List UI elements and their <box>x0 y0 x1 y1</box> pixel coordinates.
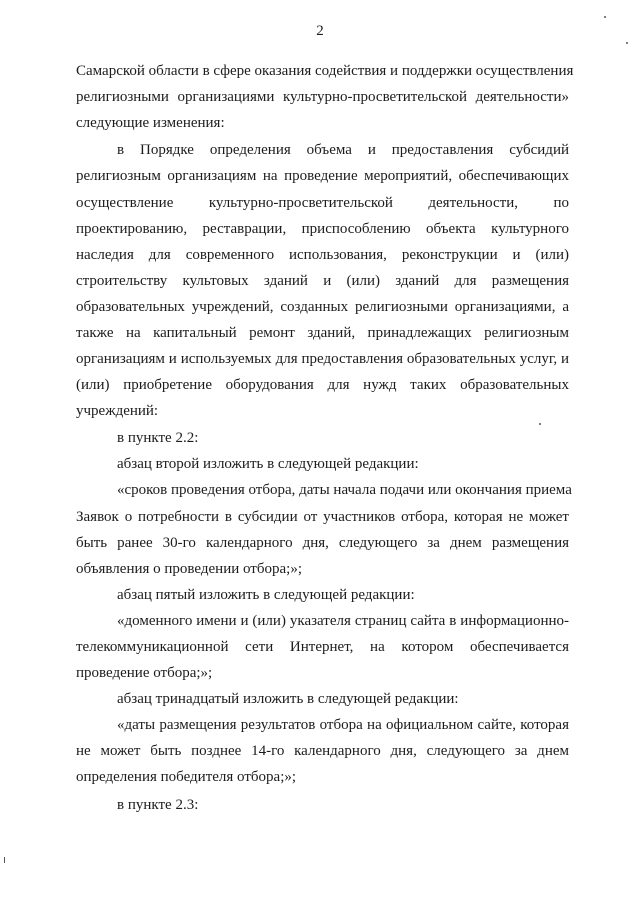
text-line-15: в пункте 2.2: <box>117 430 199 446</box>
text-line-28: определения победителя отбора;»; <box>76 769 297 785</box>
text-line-18: Заявок о потребности в субсидии от участников отбора, которая не может <box>76 509 569 525</box>
text-line-24: проведение отбора;»; <box>76 665 213 681</box>
text-line-9: строительству культовых зданий и (или) зданий для размещения <box>76 273 569 289</box>
text-line-6: осуществление культурно-просветительской деятельности, по <box>76 195 569 211</box>
text-line-19: быть ранее 30-го календарного дня, следующего за днем размещения <box>76 535 569 551</box>
scan-speck <box>4 857 5 863</box>
text-line-10: образовательных учреждений, созданных религиозными организациями, а <box>76 299 569 315</box>
text-line-22: «доменного имени и (или) указателя страниц сайта в информационно- <box>117 613 569 629</box>
text-line-12: организациям и используемых для предоставления образовательных услуг, и <box>76 351 569 367</box>
text-line-14: учреждений: <box>76 403 159 419</box>
scan-speck <box>604 16 606 18</box>
text-line-29: в пункте 2.3: <box>117 797 199 813</box>
text-line-3: следующие изменения: <box>76 115 225 131</box>
page-number: 2 <box>316 23 324 39</box>
text-line-7: проектированию, реставрации, приспособлению объекта культурного <box>76 221 569 237</box>
text-line-5: религиозным организациям на проведение мероприятий, обеспечивающих <box>76 168 569 184</box>
scan-speck <box>539 423 541 425</box>
text-line-17: «сроков проведения отбора, даты начала подачи или окончания приема <box>117 482 572 498</box>
text-line-16: абзац второй изложить в следующей редакции: <box>117 456 419 472</box>
text-line-23: телекоммуникационной сети Интернет, на котором обеспечивается <box>76 639 569 655</box>
text-line-25: абзац тринадцатый изложить в следующей редакции: <box>117 691 459 707</box>
text-line-20: объявления о проведении отбора;»; <box>76 561 302 577</box>
text-line-13: (или) приобретение оборудования для нужд таких образовательных <box>76 377 569 393</box>
text-line-11: также на капитальный ремонт зданий, принадлежащих религиозным <box>76 325 569 341</box>
text-line-26: «даты размещения результатов отбора на официальном сайте, которая <box>117 717 569 733</box>
text-line-1: Самарской области в сфере оказания содействия и поддержки осуществления <box>76 63 574 79</box>
text-line-8: наследия для современного использования, реконструкции и (или) <box>76 247 569 263</box>
scan-speck <box>626 42 628 44</box>
text-line-4: в Порядке определения объема и предоставления субсидий <box>117 142 569 158</box>
text-line-21: абзац пятый изложить в следующей редакции: <box>117 587 415 603</box>
text-line-27: не может быть позднее 14-го календарного дня, следующего за днем <box>76 743 569 759</box>
text-line-2: религиозными организациями культурно-просветительской деятельности» <box>76 89 569 105</box>
